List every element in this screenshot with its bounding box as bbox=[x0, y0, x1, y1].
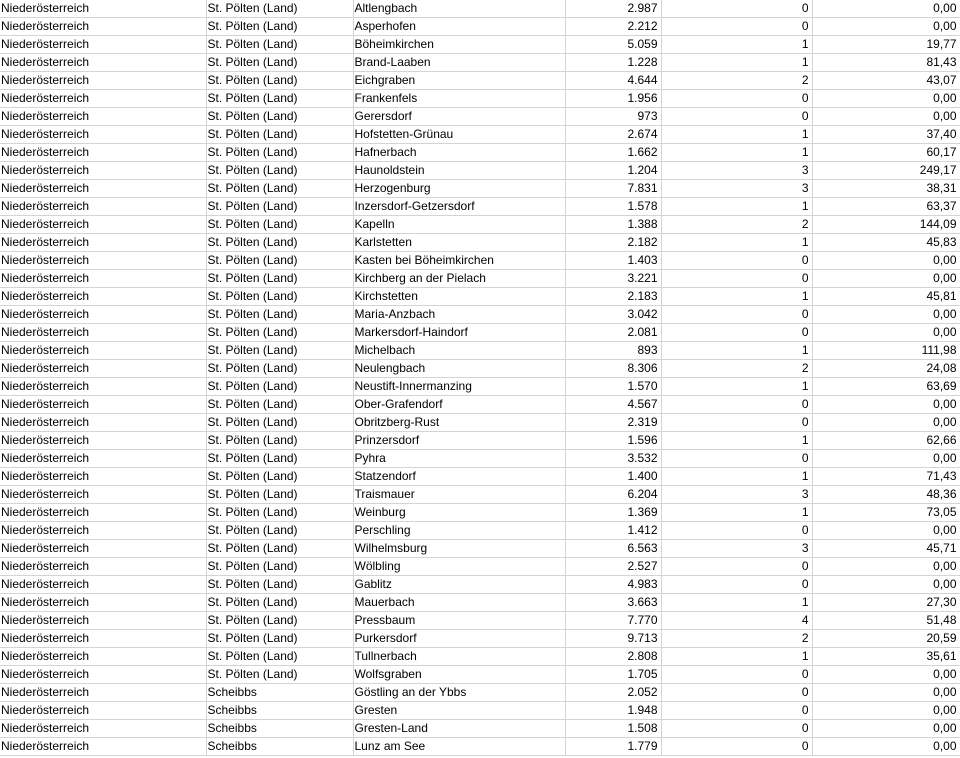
district-cell[interactable]: St. Pölten (Land) bbox=[206, 630, 353, 648]
population-cell[interactable]: 2.052 bbox=[565, 684, 661, 702]
rate-cell[interactable]: 63,37 bbox=[812, 198, 960, 216]
rate-cell[interactable]: 62,66 bbox=[812, 432, 960, 450]
district-cell[interactable]: St. Pölten (Land) bbox=[206, 90, 353, 108]
state-cell[interactable]: Niederösterreich bbox=[0, 198, 206, 216]
rate-cell[interactable]: 0,00 bbox=[812, 576, 960, 594]
municipality-cell[interactable]: Karlstetten bbox=[353, 234, 565, 252]
population-cell[interactable]: 5.059 bbox=[565, 36, 661, 54]
cases-cell[interactable]: 0 bbox=[661, 666, 812, 684]
rate-cell[interactable]: 0,00 bbox=[812, 558, 960, 576]
population-cell[interactable]: 1.412 bbox=[565, 522, 661, 540]
district-cell[interactable]: Scheibbs bbox=[206, 720, 353, 738]
rate-cell[interactable]: 60,17 bbox=[812, 144, 960, 162]
district-cell[interactable]: St. Pölten (Land) bbox=[206, 0, 353, 18]
table-row bbox=[0, 252, 960, 270]
state-cell[interactable]: Niederösterreich bbox=[0, 144, 206, 162]
municipality-cell[interactable]: Altlengbach bbox=[353, 0, 565, 18]
municipality-cell[interactable]: Purkersdorf bbox=[353, 630, 565, 648]
municipality-cell[interactable]: Pyhra bbox=[353, 450, 565, 468]
rate-cell[interactable]: 0,00 bbox=[812, 720, 960, 738]
population-cell[interactable]: 893 bbox=[565, 342, 661, 360]
state-cell[interactable]: Niederösterreich bbox=[0, 522, 206, 540]
district-cell[interactable]: St. Pölten (Land) bbox=[206, 450, 353, 468]
cases-cell[interactable]: 1 bbox=[661, 378, 812, 396]
cases-cell[interactable]: 0 bbox=[661, 270, 812, 288]
state-cell[interactable]: Niederösterreich bbox=[0, 378, 206, 396]
table-row bbox=[0, 612, 960, 630]
table-row bbox=[0, 108, 960, 126]
district-cell[interactable]: St. Pölten (Land) bbox=[206, 72, 353, 90]
state-cell[interactable]: Niederösterreich bbox=[0, 342, 206, 360]
district-cell[interactable]: St. Pölten (Land) bbox=[206, 504, 353, 522]
cases-cell[interactable]: 1 bbox=[661, 144, 812, 162]
cases-cell[interactable]: 2 bbox=[661, 72, 812, 90]
municipality-cell[interactable]: Herzogenburg bbox=[353, 180, 565, 198]
cases-cell[interactable]: 1 bbox=[661, 648, 812, 666]
table-row bbox=[0, 342, 960, 360]
population-cell[interactable]: 1.779 bbox=[565, 738, 661, 756]
state-cell[interactable]: Niederösterreich bbox=[0, 630, 206, 648]
rate-cell[interactable]: 0,00 bbox=[812, 18, 960, 36]
district-cell[interactable]: St. Pölten (Land) bbox=[206, 234, 353, 252]
rate-cell[interactable]: 249,17 bbox=[812, 162, 960, 180]
state-cell[interactable]: Niederösterreich bbox=[0, 54, 206, 72]
cases-cell[interactable]: 0 bbox=[661, 720, 812, 738]
state-cell[interactable]: Niederösterreich bbox=[0, 540, 206, 558]
state-cell[interactable]: Niederösterreich bbox=[0, 558, 206, 576]
rate-cell[interactable]: 19,77 bbox=[812, 36, 960, 54]
rate-cell[interactable]: 0,00 bbox=[812, 450, 960, 468]
state-cell[interactable]: Niederösterreich bbox=[0, 216, 206, 234]
municipality-cell[interactable]: Wilhelmsburg bbox=[353, 540, 565, 558]
municipality-cell[interactable]: Hofstetten-Grünau bbox=[353, 126, 565, 144]
cases-cell[interactable]: 0 bbox=[661, 702, 812, 720]
district-cell[interactable]: St. Pölten (Land) bbox=[206, 342, 353, 360]
cases-cell[interactable]: 0 bbox=[661, 324, 812, 342]
district-cell[interactable]: St. Pölten (Land) bbox=[206, 612, 353, 630]
table-row bbox=[0, 126, 960, 144]
district-cell[interactable]: St. Pölten (Land) bbox=[206, 360, 353, 378]
state-cell[interactable]: Niederösterreich bbox=[0, 18, 206, 36]
population-cell[interactable]: 4.644 bbox=[565, 72, 661, 90]
table-row bbox=[0, 90, 960, 108]
rate-cell[interactable]: 0,00 bbox=[812, 414, 960, 432]
state-cell[interactable]: Niederösterreich bbox=[0, 72, 206, 90]
municipality-cell[interactable]: Ober-Grafendorf bbox=[353, 396, 565, 414]
district-cell[interactable]: St. Pölten (Land) bbox=[206, 594, 353, 612]
state-cell[interactable]: Niederösterreich bbox=[0, 432, 206, 450]
cases-cell[interactable]: 1 bbox=[661, 36, 812, 54]
cases-cell[interactable]: 1 bbox=[661, 432, 812, 450]
municipality-cell[interactable]: Neulengbach bbox=[353, 360, 565, 378]
rate-cell[interactable]: 0,00 bbox=[812, 684, 960, 702]
district-cell[interactable]: St. Pölten (Land) bbox=[206, 540, 353, 558]
table-row bbox=[0, 540, 960, 558]
district-cell[interactable]: Scheibbs bbox=[206, 702, 353, 720]
district-cell[interactable]: St. Pölten (Land) bbox=[206, 180, 353, 198]
state-cell[interactable]: Niederösterreich bbox=[0, 162, 206, 180]
cases-cell[interactable]: 2 bbox=[661, 216, 812, 234]
rate-cell[interactable]: 35,61 bbox=[812, 648, 960, 666]
municipality-cell[interactable]: Mauerbach bbox=[353, 594, 565, 612]
population-cell[interactable]: 1.228 bbox=[565, 54, 661, 72]
municipality-cell[interactable]: Göstling an der Ybbs bbox=[353, 684, 565, 702]
rate-cell[interactable]: 0,00 bbox=[812, 306, 960, 324]
rate-cell[interactable]: 81,43 bbox=[812, 54, 960, 72]
table-row bbox=[0, 702, 960, 720]
municipality-cell[interactable]: Brand-Laaben bbox=[353, 54, 565, 72]
table-row bbox=[0, 630, 960, 648]
rate-cell[interactable]: 71,43 bbox=[812, 468, 960, 486]
table-row bbox=[0, 414, 960, 432]
rate-cell[interactable]: 43,07 bbox=[812, 72, 960, 90]
table-row bbox=[0, 684, 960, 702]
district-cell[interactable]: St. Pölten (Land) bbox=[206, 576, 353, 594]
population-cell[interactable]: 9.713 bbox=[565, 630, 661, 648]
state-cell[interactable]: Niederösterreich bbox=[0, 288, 206, 306]
rate-cell[interactable]: 0,00 bbox=[812, 0, 960, 18]
state-cell[interactable]: Niederösterreich bbox=[0, 324, 206, 342]
table-row bbox=[0, 162, 960, 180]
cases-cell[interactable]: 0 bbox=[661, 252, 812, 270]
cases-cell[interactable]: 3 bbox=[661, 540, 812, 558]
population-cell[interactable]: 2.182 bbox=[565, 234, 661, 252]
rate-cell[interactable]: 0,00 bbox=[812, 90, 960, 108]
rate-cell[interactable]: 63,69 bbox=[812, 378, 960, 396]
table-row bbox=[0, 648, 960, 666]
municipality-cell[interactable]: Markersdorf-Haindorf bbox=[353, 324, 565, 342]
table-row bbox=[0, 594, 960, 612]
district-cell[interactable]: St. Pölten (Land) bbox=[206, 216, 353, 234]
state-cell[interactable]: Niederösterreich bbox=[0, 612, 206, 630]
state-cell[interactable]: Niederösterreich bbox=[0, 90, 206, 108]
rate-cell[interactable]: 45,71 bbox=[812, 540, 960, 558]
table-row bbox=[0, 144, 960, 162]
rate-cell[interactable]: 45,81 bbox=[812, 288, 960, 306]
population-cell[interactable]: 6.563 bbox=[565, 540, 661, 558]
rate-cell[interactable]: 38,31 bbox=[812, 180, 960, 198]
cases-cell[interactable]: 0 bbox=[661, 576, 812, 594]
cases-cell[interactable]: 0 bbox=[661, 684, 812, 702]
table-row bbox=[0, 0, 960, 18]
table-row bbox=[0, 216, 960, 234]
rate-cell[interactable]: 27,30 bbox=[812, 594, 960, 612]
table-row bbox=[0, 576, 960, 594]
table-row bbox=[0, 396, 960, 414]
municipality-cell[interactable]: Haunoldstein bbox=[353, 162, 565, 180]
district-cell[interactable]: St. Pölten (Land) bbox=[206, 288, 353, 306]
population-cell[interactable]: 6.204 bbox=[565, 486, 661, 504]
population-cell[interactable]: 2.319 bbox=[565, 414, 661, 432]
population-cell[interactable]: 1.369 bbox=[565, 504, 661, 522]
cases-cell[interactable]: 1 bbox=[661, 54, 812, 72]
cases-cell[interactable]: 1 bbox=[661, 234, 812, 252]
population-cell[interactable]: 1.705 bbox=[565, 666, 661, 684]
district-cell[interactable]: St. Pölten (Land) bbox=[206, 378, 353, 396]
state-cell[interactable]: Niederösterreich bbox=[0, 360, 206, 378]
population-cell[interactable]: 4.983 bbox=[565, 576, 661, 594]
municipality-cell[interactable]: Kirchstetten bbox=[353, 288, 565, 306]
cases-cell[interactable]: 0 bbox=[661, 522, 812, 540]
district-cell[interactable]: St. Pölten (Land) bbox=[206, 414, 353, 432]
population-cell[interactable]: 3.221 bbox=[565, 270, 661, 288]
district-cell[interactable]: St. Pölten (Land) bbox=[206, 126, 353, 144]
rate-cell[interactable]: 48,36 bbox=[812, 486, 960, 504]
state-cell[interactable]: Niederösterreich bbox=[0, 468, 206, 486]
state-cell[interactable]: Niederösterreich bbox=[0, 504, 206, 522]
population-cell[interactable]: 3.042 bbox=[565, 306, 661, 324]
rate-cell[interactable]: 144,09 bbox=[812, 216, 960, 234]
table-row bbox=[0, 270, 960, 288]
district-cell[interactable]: St. Pölten (Land) bbox=[206, 486, 353, 504]
district-cell[interactable]: St. Pölten (Land) bbox=[206, 144, 353, 162]
municipality-cell[interactable]: Perschling bbox=[353, 522, 565, 540]
district-cell[interactable]: St. Pölten (Land) bbox=[206, 54, 353, 72]
population-cell[interactable]: 1.388 bbox=[565, 216, 661, 234]
state-cell[interactable]: Niederösterreich bbox=[0, 648, 206, 666]
population-cell[interactable]: 3.663 bbox=[565, 594, 661, 612]
table-row bbox=[0, 234, 960, 252]
rate-cell[interactable]: 20,59 bbox=[812, 630, 960, 648]
population-cell[interactable]: 1.204 bbox=[565, 162, 661, 180]
state-cell[interactable]: Niederösterreich bbox=[0, 486, 206, 504]
state-cell[interactable]: Niederösterreich bbox=[0, 702, 206, 720]
cases-cell[interactable]: 4 bbox=[661, 612, 812, 630]
municipality-cell[interactable]: Weinburg bbox=[353, 504, 565, 522]
cases-cell[interactable]: 1 bbox=[661, 198, 812, 216]
rate-cell[interactable]: 0,00 bbox=[812, 252, 960, 270]
cases-cell[interactable]: 0 bbox=[661, 558, 812, 576]
population-cell[interactable]: 2.081 bbox=[565, 324, 661, 342]
district-cell[interactable]: Scheibbs bbox=[206, 738, 353, 756]
state-cell[interactable]: Niederösterreich bbox=[0, 36, 206, 54]
table-row bbox=[0, 378, 960, 396]
table-row bbox=[0, 468, 960, 486]
table-row bbox=[0, 54, 960, 72]
cases-cell[interactable]: 3 bbox=[661, 180, 812, 198]
district-cell[interactable]: St. Pölten (Land) bbox=[206, 522, 353, 540]
district-cell[interactable]: St. Pölten (Land) bbox=[206, 666, 353, 684]
municipality-cell[interactable]: Statzendorf bbox=[353, 468, 565, 486]
municipality-cell[interactable]: Kapelln bbox=[353, 216, 565, 234]
state-cell[interactable]: Niederösterreich bbox=[0, 720, 206, 738]
district-cell[interactable]: St. Pölten (Land) bbox=[206, 198, 353, 216]
cases-cell[interactable]: 2 bbox=[661, 630, 812, 648]
table-row bbox=[0, 288, 960, 306]
municipality-cell[interactable]: Eichgraben bbox=[353, 72, 565, 90]
district-cell[interactable]: St. Pölten (Land) bbox=[206, 270, 353, 288]
table-row bbox=[0, 504, 960, 522]
state-cell[interactable]: Niederösterreich bbox=[0, 738, 206, 756]
table-row bbox=[0, 432, 960, 450]
cases-cell[interactable]: 0 bbox=[661, 450, 812, 468]
municipality-cell[interactable]: Prinzersdorf bbox=[353, 432, 565, 450]
district-cell[interactable]: St. Pölten (Land) bbox=[206, 162, 353, 180]
population-cell[interactable]: 7.770 bbox=[565, 612, 661, 630]
rate-cell[interactable]: 0,00 bbox=[812, 666, 960, 684]
table-row bbox=[0, 720, 960, 738]
state-cell[interactable]: Niederösterreich bbox=[0, 180, 206, 198]
table-row bbox=[0, 522, 960, 540]
state-cell[interactable]: Niederösterreich bbox=[0, 594, 206, 612]
population-cell[interactable]: 1.956 bbox=[565, 90, 661, 108]
district-cell[interactable]: St. Pölten (Land) bbox=[206, 18, 353, 36]
table-row bbox=[0, 738, 960, 756]
population-cell[interactable]: 1.948 bbox=[565, 702, 661, 720]
municipality-cell[interactable]: Inzersdorf-Getzersdorf bbox=[353, 198, 565, 216]
state-cell[interactable]: Niederösterreich bbox=[0, 414, 206, 432]
cases-cell[interactable]: 1 bbox=[661, 504, 812, 522]
population-cell[interactable]: 2.987 bbox=[565, 0, 661, 18]
rate-cell[interactable]: 0,00 bbox=[812, 270, 960, 288]
population-cell[interactable]: 1.578 bbox=[565, 198, 661, 216]
rate-cell[interactable]: 51,48 bbox=[812, 612, 960, 630]
population-cell[interactable]: 2.212 bbox=[565, 18, 661, 36]
cases-cell[interactable]: 1 bbox=[661, 126, 812, 144]
state-cell[interactable]: Niederösterreich bbox=[0, 270, 206, 288]
municipality-cell[interactable]: Gablitz bbox=[353, 576, 565, 594]
population-cell[interactable]: 1.508 bbox=[565, 720, 661, 738]
state-cell[interactable]: Niederösterreich bbox=[0, 450, 206, 468]
cases-cell[interactable]: 0 bbox=[661, 396, 812, 414]
municipality-cell[interactable]: Kirchberg an der Pielach bbox=[353, 270, 565, 288]
population-cell[interactable]: 2.674 bbox=[565, 126, 661, 144]
municipality-cell[interactable]: Maria-Anzbach bbox=[353, 306, 565, 324]
cases-cell[interactable]: 0 bbox=[661, 306, 812, 324]
population-cell[interactable]: 2.527 bbox=[565, 558, 661, 576]
municipality-cell[interactable]: Obritzberg-Rust bbox=[353, 414, 565, 432]
state-cell[interactable]: Niederösterreich bbox=[0, 396, 206, 414]
municipality-cell[interactable]: Gresten-Land bbox=[353, 720, 565, 738]
district-cell[interactable]: St. Pölten (Land) bbox=[206, 468, 353, 486]
district-cell[interactable]: St. Pölten (Land) bbox=[206, 252, 353, 270]
municipality-cell[interactable]: Hafnerbach bbox=[353, 144, 565, 162]
table-row bbox=[0, 558, 960, 576]
cases-cell[interactable]: 1 bbox=[661, 342, 812, 360]
state-cell[interactable]: Niederösterreich bbox=[0, 306, 206, 324]
table-row bbox=[0, 360, 960, 378]
table-row bbox=[0, 306, 960, 324]
municipality-cell[interactable]: Frankenfels bbox=[353, 90, 565, 108]
table-row bbox=[0, 180, 960, 198]
municipality-cell[interactable]: Böheimkirchen bbox=[353, 36, 565, 54]
table-row bbox=[0, 450, 960, 468]
state-cell[interactable]: Niederösterreich bbox=[0, 126, 206, 144]
population-cell[interactable]: 1.570 bbox=[565, 378, 661, 396]
table-row bbox=[0, 666, 960, 684]
municipality-cell[interactable]: Lunz am See bbox=[353, 738, 565, 756]
rate-cell[interactable]: 73,05 bbox=[812, 504, 960, 522]
rate-cell[interactable]: 0,00 bbox=[812, 108, 960, 126]
municipality-cell[interactable]: Tullnerbach bbox=[353, 648, 565, 666]
cases-cell[interactable]: 2 bbox=[661, 360, 812, 378]
district-cell[interactable]: St. Pölten (Land) bbox=[206, 306, 353, 324]
state-cell[interactable]: Niederösterreich bbox=[0, 252, 206, 270]
table-row bbox=[0, 72, 960, 90]
district-cell[interactable]: St. Pölten (Land) bbox=[206, 648, 353, 666]
municipality-cell[interactable]: Wolfsgraben bbox=[353, 666, 565, 684]
rate-cell[interactable]: 111,98 bbox=[812, 342, 960, 360]
municipality-cell[interactable]: Pressbaum bbox=[353, 612, 565, 630]
rate-cell[interactable]: 0,00 bbox=[812, 702, 960, 720]
population-cell[interactable]: 973 bbox=[565, 108, 661, 126]
state-cell[interactable]: Niederösterreich bbox=[0, 666, 206, 684]
district-cell[interactable]: Scheibbs bbox=[206, 684, 353, 702]
state-cell[interactable]: Niederösterreich bbox=[0, 234, 206, 252]
rate-cell[interactable]: 37,40 bbox=[812, 126, 960, 144]
district-cell[interactable]: St. Pölten (Land) bbox=[206, 396, 353, 414]
cases-cell[interactable]: 1 bbox=[661, 288, 812, 306]
population-cell[interactable]: 1.400 bbox=[565, 468, 661, 486]
rate-cell[interactable]: 45,83 bbox=[812, 234, 960, 252]
population-cell[interactable]: 1.662 bbox=[565, 144, 661, 162]
population-cell[interactable]: 1.596 bbox=[565, 432, 661, 450]
table-row bbox=[0, 36, 960, 54]
municipality-cell[interactable]: Michelbach bbox=[353, 342, 565, 360]
cases-cell[interactable]: 0 bbox=[661, 738, 812, 756]
municipality-cell[interactable]: Wölbling bbox=[353, 558, 565, 576]
rate-cell[interactable]: 0,00 bbox=[812, 522, 960, 540]
population-cell[interactable]: 1.403 bbox=[565, 252, 661, 270]
population-cell[interactable]: 3.532 bbox=[565, 450, 661, 468]
cases-cell[interactable]: 1 bbox=[661, 594, 812, 612]
district-cell[interactable]: St. Pölten (Land) bbox=[206, 432, 353, 450]
rate-cell[interactable]: 24,08 bbox=[812, 360, 960, 378]
cases-cell[interactable]: 3 bbox=[661, 162, 812, 180]
table-row bbox=[0, 324, 960, 342]
population-cell[interactable]: 8.306 bbox=[565, 360, 661, 378]
state-cell[interactable]: Niederösterreich bbox=[0, 684, 206, 702]
district-cell[interactable]: St. Pölten (Land) bbox=[206, 108, 353, 126]
table-row bbox=[0, 486, 960, 504]
municipality-cell[interactable]: Gerersdorf bbox=[353, 108, 565, 126]
population-cell[interactable]: 4.567 bbox=[565, 396, 661, 414]
cases-cell[interactable]: 0 bbox=[661, 18, 812, 36]
municipality-cell[interactable]: Gresten bbox=[353, 702, 565, 720]
rate-cell[interactable]: 0,00 bbox=[812, 324, 960, 342]
state-cell[interactable]: Niederösterreich bbox=[0, 0, 206, 18]
population-cell[interactable]: 7.831 bbox=[565, 180, 661, 198]
rate-cell[interactable]: 0,00 bbox=[812, 738, 960, 756]
cases-cell[interactable]: 0 bbox=[661, 90, 812, 108]
cases-cell[interactable]: 0 bbox=[661, 414, 812, 432]
municipality-cell[interactable]: Neustift-Innermanzing bbox=[353, 378, 565, 396]
state-cell[interactable]: Niederösterreich bbox=[0, 576, 206, 594]
district-cell[interactable]: St. Pölten (Land) bbox=[206, 324, 353, 342]
municipality-cell[interactable]: Kasten bei Böheimkirchen bbox=[353, 252, 565, 270]
district-cell[interactable]: St. Pölten (Land) bbox=[206, 36, 353, 54]
population-cell[interactable]: 2.808 bbox=[565, 648, 661, 666]
rate-cell[interactable]: 0,00 bbox=[812, 396, 960, 414]
cases-cell[interactable]: 3 bbox=[661, 486, 812, 504]
table-row bbox=[0, 18, 960, 36]
district-cell[interactable]: St. Pölten (Land) bbox=[206, 558, 353, 576]
cases-cell[interactable]: 0 bbox=[661, 0, 812, 18]
cases-cell[interactable]: 1 bbox=[661, 468, 812, 486]
municipality-cell[interactable]: Asperhofen bbox=[353, 18, 565, 36]
population-cell[interactable]: 2.183 bbox=[565, 288, 661, 306]
municipality-cell[interactable]: Traismauer bbox=[353, 486, 565, 504]
cases-cell[interactable]: 0 bbox=[661, 108, 812, 126]
table-row bbox=[0, 198, 960, 216]
state-cell[interactable]: Niederösterreich bbox=[0, 108, 206, 126]
